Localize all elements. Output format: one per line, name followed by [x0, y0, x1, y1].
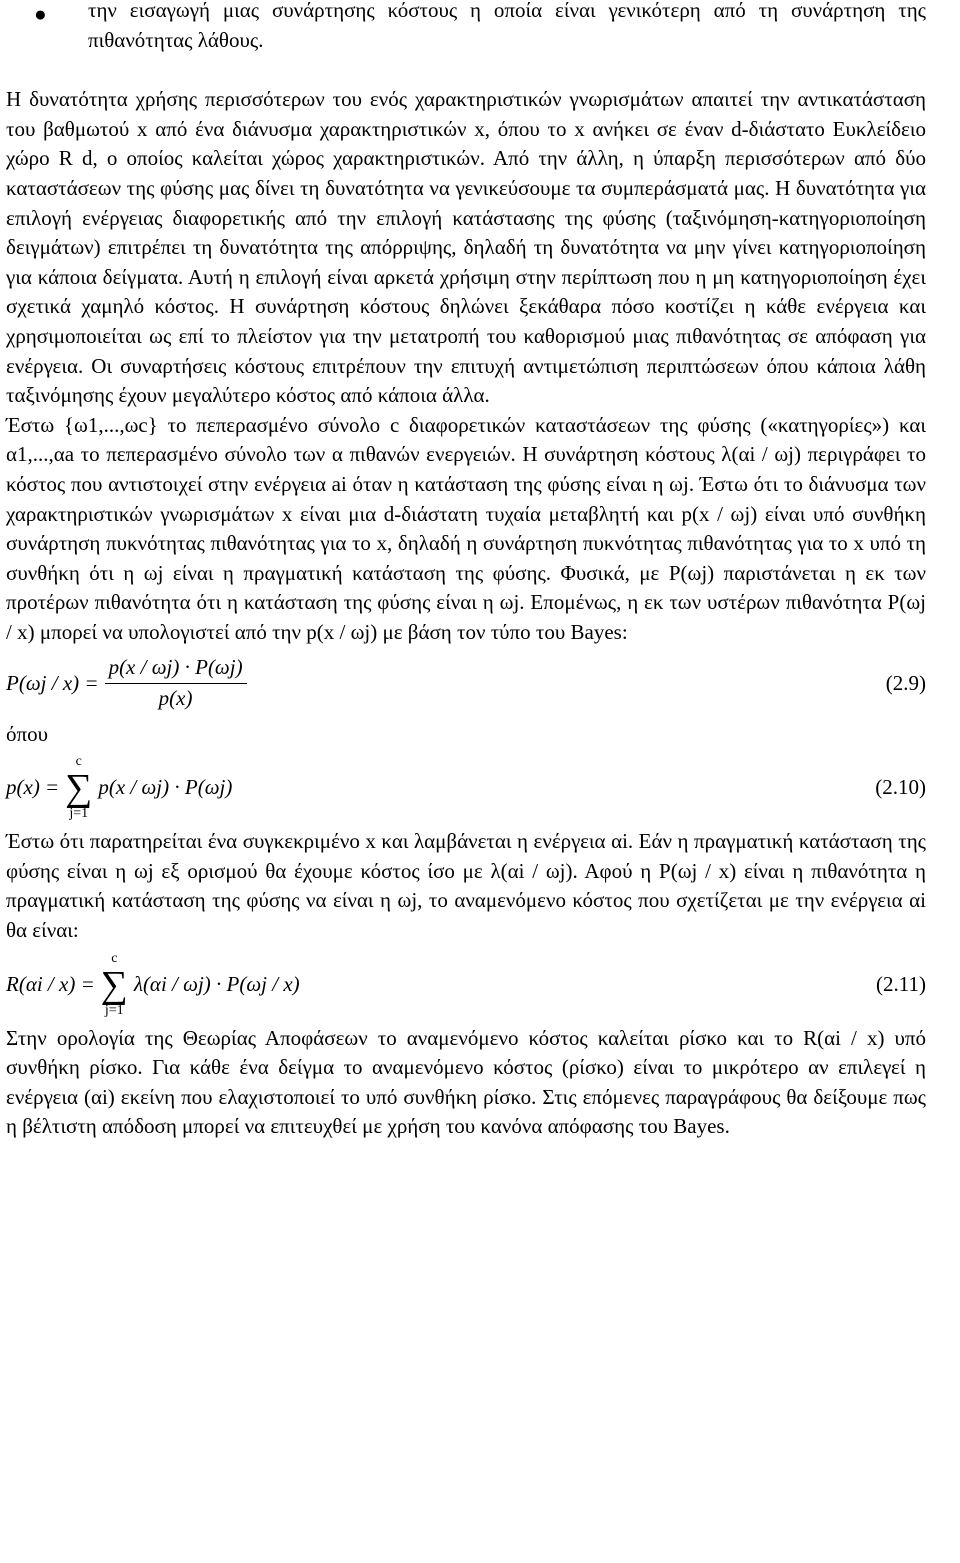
eq210-label: (2.10) — [875, 775, 926, 800]
eq29-lhs: P(ωj / x) = — [6, 670, 99, 695]
eq210-rhs: p(x / ωj) · P(ωj) — [98, 775, 233, 800]
paragraph-feature-space: Η δυνατότητα χρήσης περισσότερων του ενός χαρακτηριστικών γνωρισμάτων απαιτεί την αντικατάσταση του βαθμωτού x από ένα διάνυσμα χαρακτηριστικών x, όπου το x ανήκει σε έναν d-διάστατο Ευκλείδειο χώρο R d, ο οποίος καλείται χώρος χαρακτηριστικών. Από την άλλη, η ύπαρξη περισσότερων από δύο καταστάσεων της φύσης μας δίνει τη δυνατότητα να γενικεύσουμε τα συμπεράσματά μας. Η δυνατότητα για επιλογή ενέργειας διαφορετικής από την επιλογή κατάστασης της φύσης (ταξινόμηση-κατηγοριοποίηση δειγμάτων) επιτρέπει τη δυνατότητα της απόρριψης, δηλαδή τη δυνατότητα να μην γίνει κατηγοριοποίηση για κάποια δείγματα. Αυτή η επιλογή είναι αρκετά χρήσιμη στην περίπτωση που η μη κατηγοριοποίηση έχει σχετικά χαμηλό κόστος. Η συνάρτηση κόστους δηλώνει ξεκάθαρα πόσο κοστίζει η κάθε ενέργεια και χρησιμοποιείται ως επί το πλείστον για την μετατροπή του καθορισμού μιας πιθανότητας σε απόφαση για ενέργεια. Οι συναρτήσεις κόστους επιτρέπουν την επιτυχή αντιμετώπιση περιπτώσεων όπου κάποια λάθη ταξινόμησης έχουν μεγαλύτερο κόστος από κάποια άλλα. — [6, 87, 926, 408]
eq29-label: (2.9) — [885, 670, 926, 695]
eq211-sum-bottom: j=1 — [104, 1002, 124, 1018]
bullet-item — [6, 0, 926, 55]
paragraph-definitions: Έστω {ω1,...,ωc} το πεπερασμένο σύνολο c διαφορετικών καταστάσεων της φύσης («κατηγορίες») και α1,...,αa το πεπερασμένο σύνολο των α πιθανών ενεργειών. Η συνάρτηση κόστους λ(αi / ωj) περιγράφει το κόστος που αντιστοιχεί στην ενέργεια ai όταν η κατάσταση της φύσης είναι η ωj. Έστω ότι το διάνυσμα των χαρακτηριστικών γνωρισμάτων x είναι μια d-διάστατη τυχαία μεταβλητή και p(x / ωj) είναι υπό συνθήκη συνάρτηση πυκνότητας πιθανότητας για το x, δηλαδή η συνάρτηση πυκνότητας πιθανότητας για το x υπό τη συνθήκη ότι η ωj είναι η πραγματική κατάσταση της φύσης. Φυσικά, με P(ωj) παριστάνεται η εκ των προτέρων πιθανότητα ότι η κατάσταση της φύσης είναι η ωj. Επομένως, η εκ των υστέρων πιθανότητα P(ωj / x) μπορεί να υπολογιστεί από την p(x / ωj) με βάση τον τύπο του Bayes: — [6, 412, 926, 644]
summation-icon: ∑ — [100, 963, 128, 1006]
bullet-text: την εισαγωγή μιας συνάρτησης κόστους η οποία είναι γενικότερη από τη συνάρτηση της πιθανότητας λάθους. — [88, 0, 926, 52]
equation-2-11 — [6, 952, 926, 1018]
eq211-summation — [101, 952, 128, 1018]
eq210-summation — [65, 755, 92, 821]
eq211-lhs: R(αi / x) = — [6, 971, 95, 996]
bullet-dot-icon: ● — [34, 2, 47, 26]
equation-2-10 — [6, 755, 926, 821]
paragraph-risk: Στην ορολογία της Θεωρίας Αποφάσεων το αναμενόμενο κόστος καλείται ρίσκο και το R(αi / x) υπό συνθήκη ρίσκο. Για κάθε ένα δείγμα το αναμενόμενο κόστος (ρίσκο) είναι το μικρότερο αν επιλεγεί η ενέργεια (αi) εκείνη που ελαχιστοποιεί το υπό συνθήκη ρίσκο. Στις επόμενες παραγράφους θα δείξουμε πως η βέλτιστη απόδοση μπορεί να επιτευχθεί με χρήση του κανόνα απόφασης του Bayes. — [6, 1025, 926, 1139]
eq29-fraction — [105, 653, 247, 713]
eq210-sum-top: c — [75, 754, 82, 770]
eq210-sum-bottom: j=1 — [69, 806, 89, 822]
eq211-rhs: λ(αi / ωj) · P(ωj / x) — [133, 971, 300, 996]
summation-icon: ∑ — [65, 767, 93, 810]
eq29-numerator: p(x / ωj) · P(ωj) — [105, 653, 247, 684]
eq211-sum-top: c — [111, 950, 118, 966]
eq210-lhs: p(x) = — [6, 775, 60, 800]
eq211-label: (2.11) — [876, 971, 926, 996]
equation-2-9 — [6, 653, 926, 713]
paragraph-opou: όπου — [6, 721, 48, 746]
eq29-denominator: p(x) — [158, 686, 193, 711]
paragraph-expected-cost: Έστω ότι παρατηρείται ένα συγκεκριμένο x και λαμβάνεται η ενέργεια αi. Εάν η πραγματική κατάσταση της φύσης είναι η ωj εξ ορισμού θα έχουμε κόστος ίσο με λ(αi / ωj). Αφού η P(ωj / x) είναι η πιθανότητα η πραγματική κατάσταση της φύσης να είναι η ωj, το αναμενόμενο κόστος που σχετίζεται με την ενέργεια αi θα είναι: — [6, 829, 926, 943]
